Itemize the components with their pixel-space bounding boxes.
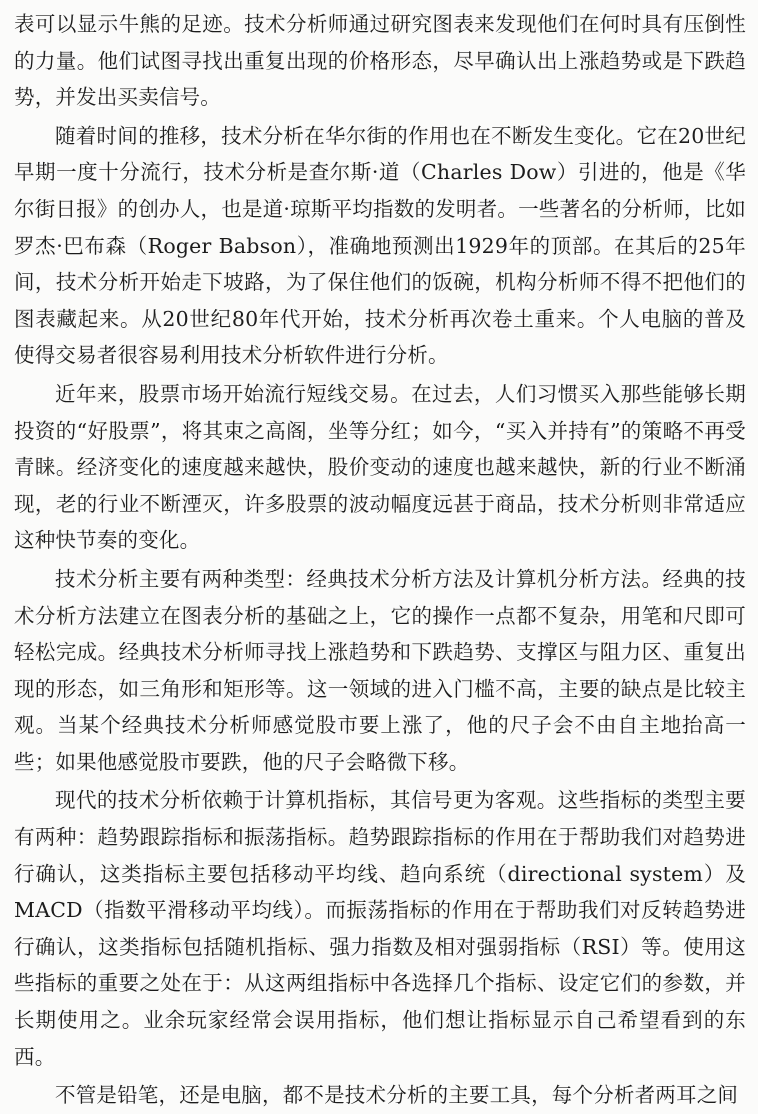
paragraph-2: 随着时间的推移，技术分析在华尔街的作用也在不断发生变化。它在20世纪早期一度十分流行，技术分析是查尔斯·道（Charles Dow）引进的，他是《华尔街日报》的创办人，也是道·琼斯平均指数的发明者。一些著名的分析师，比如罗杰·巴布森（Roger Babson），准确地预测出1929年的顶部。在其后的25年间，技术分析开始走下坡路，为了保住他们的饭碗，机构分析师不得不把他们的图表藏起来。从20世纪80年代开始，技术分析再次卷土重来。个人电脑的普及使得交易者很容易利用技术分析软件进行分析。	[14, 123, 746, 368]
paragraph-6: 不管是铅笔，还是电脑，都不是技术分析的主要工具，每个分析者两耳之间	[55, 1083, 739, 1108]
paragraph-5: 现代的技术分析依赖于计算机指标，其信号更为客观。这些指标的类型主要有两种：趋势跟踪指标和振荡指标。趋势跟踪指标的作用在于帮助我们对趋势进行确认，这类指标主要包括移动平均线、趋向系统（directional system）及MACD（指数平滑移动平均线）。而振荡指标的作用在于帮助我们对反转趋势进行确认，这类指标包括随机指标、强力指数及相对强弱指标（RSI）等。使用这些指标的重要之处在于：从这两组指标中各选择几个指标、设定它们的参数，并长期使用之。业余玩家经常会误用指标，他们想让指标显示自己希望看到的东西。	[14, 788, 746, 1069]
paragraph-4: 技术分析主要有两种类型：经典技术分析方法及计算机分析方法。经典的技术分析方法建立在图表分析的基础之上，它的操作一点都不复杂，用笔和尺即可轻松完成。经典技术分析师寻找上涨趋势和下跌趋势、支撑区与阻力区、重复出现的形态，如三角形和矩形等。这一领域的进入门槛不高，主要的缺点是比较主观。当某个经典技术分析师感觉股市要上涨了，他的尺子会不由自主地抬高一些；如果他感觉股市要跌，他的尺子会略微下移。	[14, 566, 746, 774]
paragraph-3: 近年来，股票市场开始流行短线交易。在过去，人们习惯买入那些能够长期投资的“好股票”，将其束之高阁，坐等分红；如今，“买入并持有”的策略不再受青睐。经济变化的速度越来越快，股价变动的速度也越来越快，新的行业不断涌现，老的行业不断湮灭，许多股票的波动幅度远甚于商品，技术分析则非常适应这种快节奏的变化。	[14, 381, 746, 553]
paragraph-1: 表可以显示牛熊的足迹。技术分析师通过研究图表来发现他们在何时具有压倒性的力量。他们试图寻找出重复出现的价格形态，尽早确认出上涨趋势或是下跌趋势，并发出买卖信号。	[14, 12, 746, 110]
